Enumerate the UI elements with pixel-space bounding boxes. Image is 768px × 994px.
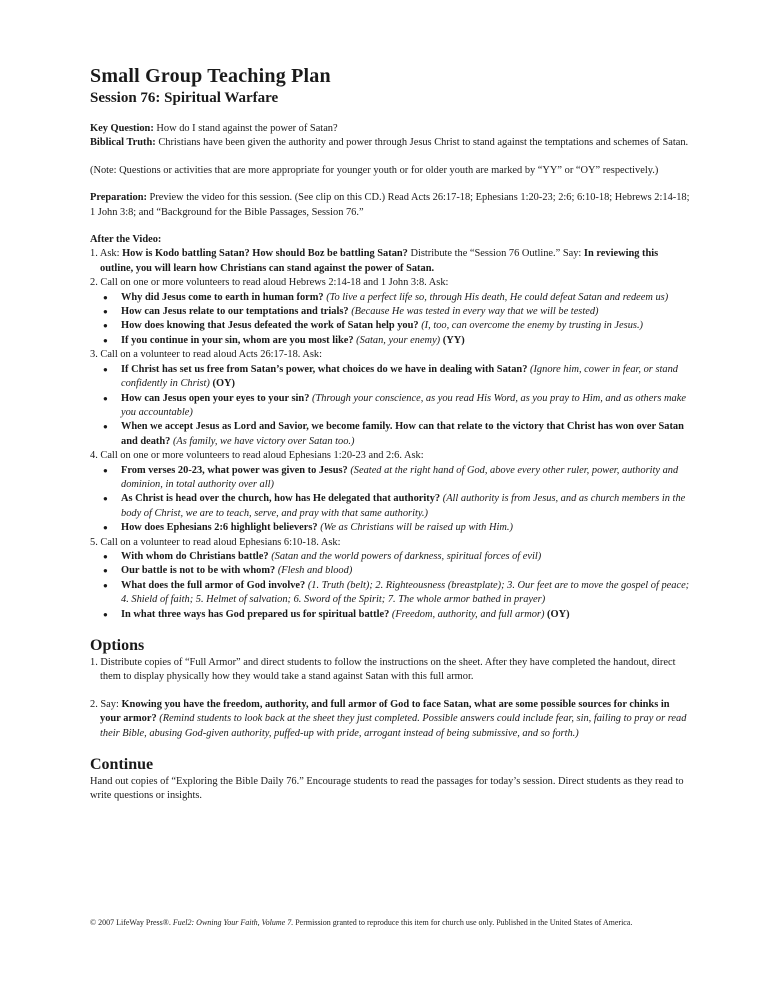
step-1-question: How is Kodo battling Satan? How should Boz be battling Satan?	[122, 248, 408, 260]
preparation-label: Preparation:	[90, 192, 147, 204]
answer: (To live a perfect life so, through His death, He could defeat Satan and redeem us)	[323, 291, 669, 303]
answer: (Through your conscience, as you read His Word, as you pray to Him, and as others make you accountable)	[121, 392, 686, 418]
answer: (1. Truth (belt); 2. Righteousness (breastplate); 3. Our feet are to move the gospel of peace; 4. Shield of faith; 5. Helmet of salvation; 6. Sword of the Spirit; 7. The whole armor bathed in prayer)	[121, 579, 690, 606]
list-item	[90, 363, 690, 392]
biblical-truth	[90, 136, 690, 150]
answer: (As family, we have victory over Satan too.)	[170, 435, 355, 447]
key-question-text: How do I stand against the power of Satan?	[153, 123, 338, 134]
note: (Note: Questions or activities that are more appropriate for younger youth or for older youth are marked by “YY” or “OY” respectively.)	[90, 164, 659, 176]
answer: (Freedom, authority, and full armor)	[389, 608, 545, 620]
answer: (Ignore him, cower in fear, or stand confidently in Christ)	[121, 363, 678, 390]
footer-post: Permission granted to reproduce this item for church use only. Published in the United States of America.	[293, 918, 633, 927]
list-item	[90, 564, 690, 578]
key-question-label: Key Question:	[90, 123, 154, 134]
question: What does the full armor of God involve?	[121, 579, 306, 591]
step-2-questions	[90, 291, 690, 349]
list-item	[90, 464, 690, 493]
session-title: Session 76: Spiritual Warfare	[90, 90, 279, 106]
option-1: 1. Distribute copies of “Full Armor” and direct students to follow the instructions on the sheet. After they have completed the handout, direct them to display physically how they would take a stand against Satan with this full armor.	[90, 657, 676, 683]
list-item	[90, 291, 690, 305]
step-1-num: 1.	[90, 248, 98, 260]
step-3: 3. Call on a volunteer to read aloud Acts 26:17-18. Ask:	[90, 349, 323, 361]
page-title: Small Group Teaching Plan	[90, 65, 331, 87]
step-5-questions	[90, 550, 690, 622]
age-tag: (OY)	[544, 608, 570, 620]
copyright-footer	[90, 918, 710, 928]
preparation	[90, 191, 690, 220]
question: In what three ways has God prepared us for spiritual battle?	[121, 608, 390, 620]
answer: (Flesh and blood)	[275, 565, 353, 577]
footer-pre: © 2007 LifeWay Press®.	[90, 918, 173, 927]
biblical-truth-text: Christians have been given the authority and power through Jesus Christ to stand against the temptations and schemes of Satan.	[155, 137, 689, 149]
step-1-lead: Ask:	[97, 248, 123, 260]
list-item	[90, 492, 690, 521]
step-3-questions	[90, 363, 690, 449]
option-2-question: Knowing you have the freedom, authority, and full armor of God to face Satan, what are some possible sources for chinks in your armor?	[100, 698, 670, 725]
question: If you continue in your sin, whom are you most like?	[121, 334, 354, 346]
question: If Christ has set us free from Satan’s power, what choices do we have in dealing with Satan?	[121, 363, 528, 375]
option-2-answer: (Remind students to look back at the sheet they just completed. Possible answers could include fear, sin, failing to pray or read their Bible, abusing God-given authority, puffed-up with pride, arrogant instead of being submissive, and so forth.)	[100, 713, 687, 739]
after-video-heading: After the Video:	[90, 234, 162, 246]
continue-text: Hand out copies of “Exploring the Bible Daily 76.” Encourage students to read the passages for today’s session. Direct students as they read to write questions or insights.	[90, 776, 684, 802]
answer: (We as Christians will be raised up with Him.)	[317, 522, 513, 534]
answer: (Seated at the right hand of God, above every other ruler, power, authority and dominion, in total authority over all)	[121, 464, 679, 490]
step-5: 5. Call on a volunteer to read aloud Ephesians 6:10-18. Ask:	[90, 536, 341, 548]
list-item	[90, 550, 690, 564]
step-1-mid: Distribute the “Session 76 Outline.” Say:	[407, 248, 584, 260]
step-1	[90, 247, 690, 276]
list-item	[90, 305, 690, 319]
step-4: 4. Call on one or more volunteers to read aloud Ephesians 1:20-23 and 2:6. Ask:	[90, 450, 424, 462]
preparation-text: Preview the video for this session. (See clip on this CD.) Read Acts 26:17-18; Ephesians 1:20-23; 2:6; 6:10-18; Hebrews 2:14-18; 1 John 3:8; and “Background for the Bible Passages, Session 76.”	[90, 192, 690, 218]
list-item	[90, 319, 690, 333]
question: How can Jesus relate to our temptations and trials?	[121, 306, 349, 318]
answer: (Satan, your enemy)	[353, 334, 441, 346]
question: With whom do Christians battle?	[121, 550, 269, 562]
age-tag: (OY)	[209, 378, 235, 390]
question: How does knowing that Jesus defeated the work of Satan help you?	[121, 320, 419, 332]
answer: (I, too, can overcome the enemy by trusting in Jesus.)	[418, 320, 643, 332]
list-item	[90, 392, 690, 421]
age-tag: (YY)	[440, 334, 465, 346]
step-4-questions	[90, 464, 690, 536]
list-item	[90, 579, 690, 608]
question: Why did Jesus come to earth in human form?	[121, 291, 324, 303]
teaching-plan-page	[90, 64, 690, 804]
answer: (Because He was tested in every way that we will be tested)	[348, 306, 599, 318]
list-item	[90, 420, 690, 449]
question: Our battle is not to be with whom?	[121, 565, 276, 577]
question: When we accept Jesus as Lord and Savior, we become family. How can that relate to the victory that Christ has won over Satan and death?	[121, 421, 684, 447]
footer-title: Fuel2: Owning Your Faith, Volume 7.	[172, 918, 294, 927]
question: From verses 20-23, what power was given to Jesus?	[121, 464, 348, 476]
option-2-lead: 2. Say:	[90, 698, 122, 710]
biblical-truth-label: Biblical Truth:	[90, 137, 156, 149]
question: How can Jesus open your eyes to your sin?	[121, 392, 310, 404]
list-item	[90, 334, 690, 348]
list-item	[90, 608, 690, 622]
answer: (Satan and the world powers of darkness, spiritual forces of evil)	[268, 550, 542, 562]
list-item	[90, 521, 690, 535]
key-question	[90, 122, 690, 136]
options-heading: Options	[90, 637, 145, 654]
step-1-say: In reviewing this outline, you will learn how Christians can stand against the power of Satan.	[100, 248, 659, 274]
continue-heading: Continue	[90, 756, 154, 774]
answer: (All authority is from Jesus, and as church members in the body of Christ, we are to teach, serve, and pray with that same authority.)	[121, 493, 686, 519]
step-2: 2. Call on one or more volunteers to read aloud Hebrews 2:14-18 and 1 John 3:8. Ask:	[90, 277, 449, 289]
question: As Christ is head over the church, how has He delegated that authority?	[121, 493, 441, 505]
option-2	[90, 698, 690, 741]
question: How does Ephesians 2:6 highlight believers?	[121, 522, 318, 534]
